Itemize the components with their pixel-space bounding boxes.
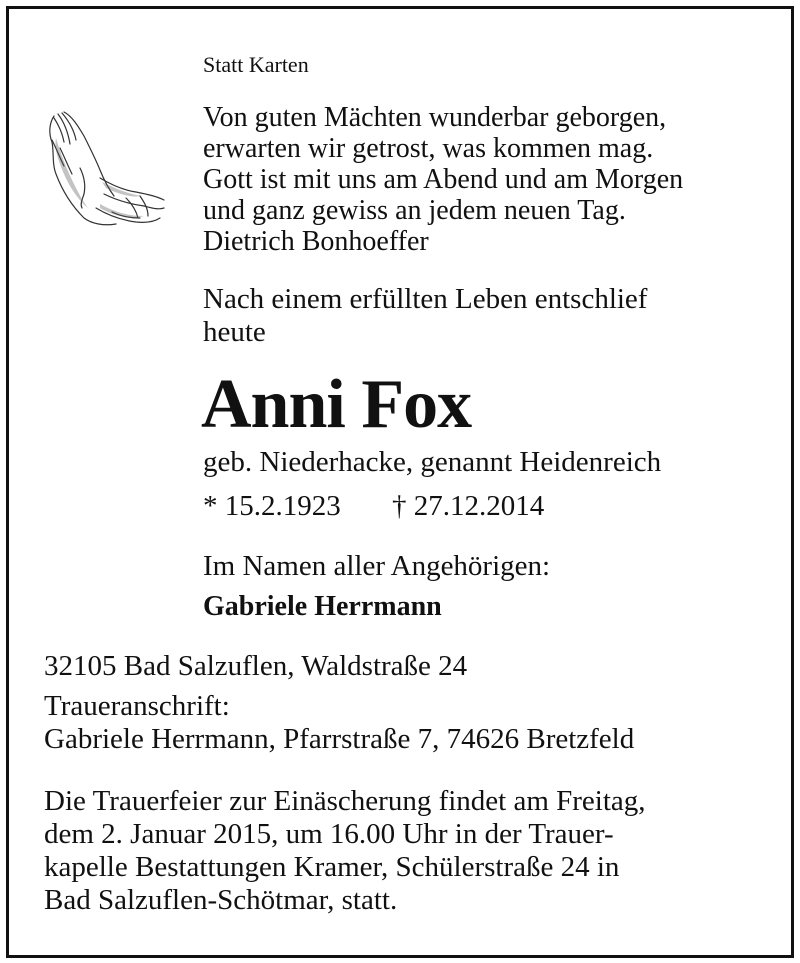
funeral-line: Die Trauerfeier zur Einäscherung findet am Freitag, — [44, 785, 646, 817]
intro-text — [203, 283, 647, 349]
deceased-name: Anni Fox — [201, 366, 472, 443]
intro-line: heute — [203, 316, 266, 348]
poem-line: und ganz gewiss an jedem neuen Tag. — [203, 195, 626, 226]
statt-karten-label: Statt Karten — [203, 52, 309, 77]
poem — [203, 102, 683, 257]
poem-line: erwarten wir getrost, was kommen mag. — [203, 133, 654, 164]
mourning-address-block — [44, 690, 634, 756]
mourner-name: Gabriele Herrmann — [203, 591, 442, 622]
mourning-address: Gabriele Herrmann, Pfarrstraße 7, 74626 Bretzfeld — [44, 723, 635, 755]
funeral-notice — [44, 785, 646, 917]
birth-date: * 15.2.1923 — [203, 490, 341, 522]
mourning-address-label: Traueranschrift: — [44, 690, 230, 722]
praying-hands-icon — [40, 108, 168, 234]
funeral-line: kapelle Bestattungen Kramer, Schülerstraße 24 in — [44, 851, 620, 883]
death-date: † 27.12.2014 — [392, 490, 545, 522]
poem-line: Von guten Mächten wunderbar geborgen, — [203, 102, 667, 133]
funeral-line: dem 2. Januar 2015, um 16.00 Uhr in der Trauer- — [44, 818, 614, 850]
home-address: 32105 Bad Salzuflen, Waldstraße 24 — [44, 650, 468, 682]
mourners-intro: Im Namen aller Angehörigen: — [203, 550, 551, 582]
poem-line: Gott ist mit uns am Abend und am Morgen — [203, 164, 684, 195]
poem-author: Dietrich Bonhoeffer — [203, 226, 429, 257]
funeral-line: Bad Salzuflen-Schötmar, statt. — [44, 884, 398, 916]
birth-name: geb. Niederhacke, genannt Heidenreich — [203, 446, 662, 478]
intro-line: Nach einem erfüllten Leben entschlief — [203, 283, 648, 315]
